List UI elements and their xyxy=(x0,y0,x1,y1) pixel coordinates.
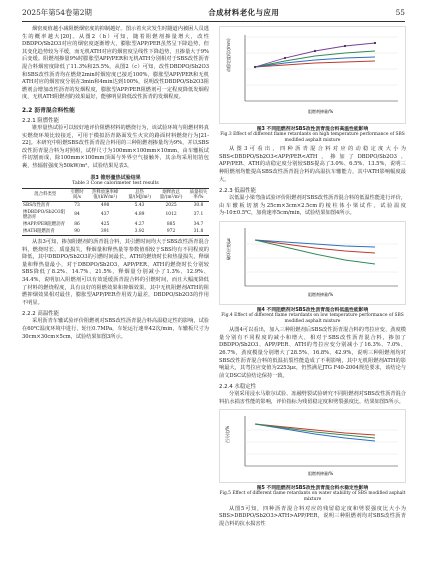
subsection-heading: 2.2.3 低温性能 xyxy=(219,188,256,195)
table-cell: 31.8 xyxy=(188,228,209,235)
table-cell: 391 xyxy=(85,228,124,235)
paragraph: 从图4可以看出，加入三种阻燃剂后SBS改性沥青混合料的弯拉应变、劲度模量分别有不同程度的减小和增大，相对于SBS改性沥青混合料，掺加了DBDPO/Sb2O3、APP/PER、ATH的弯拉应变分别减小了16.3%、7.0%、26.7%，劲度模量分别增大了28.5%、16.8%、42.9%，说明三种阻燃剂均对SBS改性沥青混合料的低温抗裂性能造成了不利影响，其中无机阻燃剂ATH的影响最大，其弯拉应变值为2253με，仍然满足JTG F40-2004规范要求，该结论与前文DSC试验结论保持一致。 xyxy=(219,327,406,379)
table-cell: 437 xyxy=(100,212,110,218)
page-number: 55 xyxy=(395,8,405,17)
paragraph: 分别采用浸水马歇尔试验、冻融劈裂试验研究不同阻燃剂对SBS改性沥青混合料抗水损害性能的影响，评价指标为残留稳定度和劈裂强度比，结果如图5所示。 xyxy=(219,391,406,405)
paragraph: 从表3可知，掺加阻燃剂的沥青混合料，其引燃时间均大于SBS改性沥青混合料，燃烧时长、质量损失，释烟量和释热量等参数值相较于SBS均有不同程度的降低，其中DBDPO/Sb2O3的引燃时间最长，ATH的燃烧时长和热量损失，释烟量和释热量最小，对于DBDPO/Sb2O3、APP/PER、ATH的燃烧时长分别较SBS降低了8.2%、14.7%、21.5%，释烟量分别减小了1.3%、12.9%、34.4%，说明加入阻燃剂可以有效延缓沥青混合料的引燃时间，而且大幅度降低了材料的燃烧程度，具有良好的阻燃效果和抑烟效果。其中无机阻燃剂ATH的阻燃抑烟效果相对最佳，膨胀型APP/PER作用效力最差，DBDPO/Sb2O3的作用不明显。 xyxy=(22,239,209,306)
table-header: 混合料类型 xyxy=(22,188,69,202)
table-row xyxy=(22,221,209,228)
table-cell: 498 xyxy=(100,202,110,208)
figure-4-chart xyxy=(220,222,405,300)
figure-4-caption: 图4 不同阻燃剂对SBS改性沥青混合料低温性能影响 xyxy=(256,307,369,313)
figure-3-x-label: 阻燃剂掺量/% xyxy=(308,109,334,114)
table-header: 热释放速率峰值/(kW/m²) xyxy=(85,188,124,202)
table-row xyxy=(22,209,209,221)
paragraph: 烟密度值越小减阻燃烟密度的抑制越好。图示着火灾发生时隧道内被困人员逃生的概率越大[20]。从图2（b）可知，随着阻燃剂掺量增大，改性DBDPO/Sb2O3对应的烟密度逐渐增大，膨胀型APP/PER虽然呈下降趋势，但其变化趋势较为平缓，而无机ATH对应的烟密度呈线性下降趋势，且掺量大于9%后变缓。阻燃剂掺量9%时膨胀型APP/PER和无机ATH分别相对于SBS改性沥青混合料烟密度降低了11.3%和25.5%。从图2（c）可知，改性DBDPO/Sb2O3和SBS改性沥青均在燃烧2min时烟密度已接近100%，膨胀型APP/PER和无机ATH对应的烟密度分别在3min和4min达到100%，说明改性DBDPO/Sb2O3阻燃剂会增加改性沥青的发烟程度，膨胀型APP/PER阻燃剂可一定程度降低发烟程度，无机ATH阻燃剂的效果最好，能够明显降低改性沥青的发烟程度。 xyxy=(22,26,209,101)
table-cell: 3.92 xyxy=(125,228,154,235)
table-cell: SBS改性沥青 xyxy=(23,202,50,208)
table-cell: 34.7 xyxy=(193,222,204,228)
figure-5-caption: 图5 不同阻燃剂对SBS改性沥青混合料水稳定性影响 xyxy=(256,486,369,492)
figure-3-chart xyxy=(220,27,405,119)
table-row xyxy=(22,202,209,209)
figure-4-y-label: 破坏应变/με xyxy=(226,237,231,260)
table-cell: 掺ATH阻燃沥青 xyxy=(22,228,69,235)
table-cell: 84 xyxy=(74,212,80,218)
table-header: 总热量/(MJ/m²) xyxy=(125,188,154,202)
figure-3-caption: 图3 不同阻燃剂对SBS改性沥青混合料高温性能影响 xyxy=(256,127,369,132)
section-heading: 2.2 沥青混合料性能 xyxy=(22,107,75,114)
right-column xyxy=(219,26,406,528)
table-cell: 425 xyxy=(100,222,110,228)
figure-3 xyxy=(219,26,406,124)
subsection-heading: 2.2.2 高温性能 xyxy=(22,311,59,318)
subsection-heading: 2.2.4 水稳定性 xyxy=(219,384,256,391)
figure-5-caption-en: Fig.5 Effect of different flame retardants on water stability of SBS modified asphalt mixture xyxy=(219,491,406,503)
table-cell: 1012 xyxy=(165,212,177,218)
table-header-row xyxy=(22,188,209,202)
paragraph: 从图3可看出，四种沥青混合料对应的动稳定度大小为SBS<DBDPO/Sb2O3<APP/PER<ATH，掺加了DBDPO/Sb2O3、APP/PER、ATH的动稳定度分别较SBS提高了3.0%、6.5%、13.5%，说明三种阻燃剂均能提高SBS改性沥青混合料的高温抗车辙能力，其中ATH影响幅度最大。 xyxy=(219,146,406,183)
table-cell: 86 xyxy=(74,222,80,228)
journal-title: 合成材料老化与应用 xyxy=(208,8,280,17)
figure-5 xyxy=(219,409,406,483)
figure-4 xyxy=(219,221,406,305)
table-caption: 表3 锥形量热试验结果 xyxy=(90,174,141,181)
paragraph: 锥形量热试验可以较好地评价阻燃材料的燃烧行为，该试验环境与阻燃材料真实燃烧环境比较接近，可用于模拟沥青路面发生火灾的路面材料燃烧行为[21-22]。本研究中阻燃SBS改性沥青混合料用的三种阻燃剂掺量均为9%，并以SBS改性沥青混合料为对照组，试样尺寸为100mm×100mm×10mm，由车辙板试件切割而成，除100mm×100mm顶面与外界空气接触外，其余均采用铝箔包裹，热辐射强度为50kW/m²，试验结果见表3。 xyxy=(22,124,209,169)
figure-5-chart xyxy=(220,410,405,478)
figure-3-y-label: 动稳定度/(次/mm) xyxy=(226,38,231,72)
table-caption-en: Table 3 Cone calorimeter test results xyxy=(72,180,159,186)
issue-info: 2025年第54卷第2期 xyxy=(22,8,92,17)
figure-3-caption-en: Fig.3 Effect of different flame retardants on high temperature performance of SBS modified asphalt mixture xyxy=(220,132,405,143)
table-cell: 4.27 xyxy=(134,222,145,228)
left-column xyxy=(22,26,209,341)
figure-5-x-label: 阻燃剂掺量/% xyxy=(308,471,334,477)
table-cell: 90 xyxy=(69,228,86,235)
table-cell: 4.89 xyxy=(134,212,145,218)
page-header xyxy=(22,6,405,19)
paragraph: 采用沥青车辙试验评价阻燃剂对SBS改性沥青混合料高温稳定性的影响，试验在60℃温度环境中进行，轮压0.7MPa，车轮运行速率42次/min，车辙板尺寸为30cm×30cm×5cm，试验结果如图3所示。 xyxy=(22,318,209,340)
header-rule xyxy=(22,21,405,22)
table-cell: 73 xyxy=(74,202,80,208)
table-cell: 2025 xyxy=(165,202,177,208)
table-cell: 885 xyxy=(166,222,176,228)
paragraph: 以低温小梁弯曲试验评价阻燃剂对SBS改性沥青混合料的低温性能进行评价，由车辙板切割为25cm×3cm×2.5cm的棱柱体小梁试件，试验温度为-10±0.5℃，加荷速率5cm/min，试验结果如图4所示。 xyxy=(219,195,406,217)
table-row xyxy=(22,228,209,235)
table-header: 质量损失率/% xyxy=(189,189,208,200)
cone-calorimeter-table xyxy=(22,188,209,237)
table-cell: 5.43 xyxy=(134,202,145,208)
figure-4-x-label: 阻燃剂掺量/% xyxy=(308,291,334,297)
table-cell: 掺APP/PER阻燃沥青 xyxy=(23,222,65,228)
table-cell: 37.1 xyxy=(193,212,204,218)
table-cell: 掺DBDPO/Sb2O3阻燃沥青 xyxy=(23,209,66,221)
table-cell: 972 xyxy=(154,228,188,235)
paragraph: 从图5可知，四种沥青混合料对应的残留稳定度和劈裂强度比大小为SBS>DBDPO/Sb2O3>ATH>APP/PER，说明三种阻燃剂均对SBS改性沥青混合料的抗水损害性 xyxy=(219,505,406,527)
table-header: 烟释放总量/(m²/m²) xyxy=(154,188,188,202)
figure-5-y-label: 百分比/% xyxy=(225,426,230,444)
subsection-heading: 2.2.1 阻燃性能 xyxy=(22,117,59,124)
table-cell: 30.8 xyxy=(193,202,204,208)
table-header: 引燃时间/s xyxy=(70,189,84,200)
figure-4-caption-en: Fig.4 Effect of different flame retardants on low temperature performance of SBS modified asphalt mixture xyxy=(221,312,404,324)
